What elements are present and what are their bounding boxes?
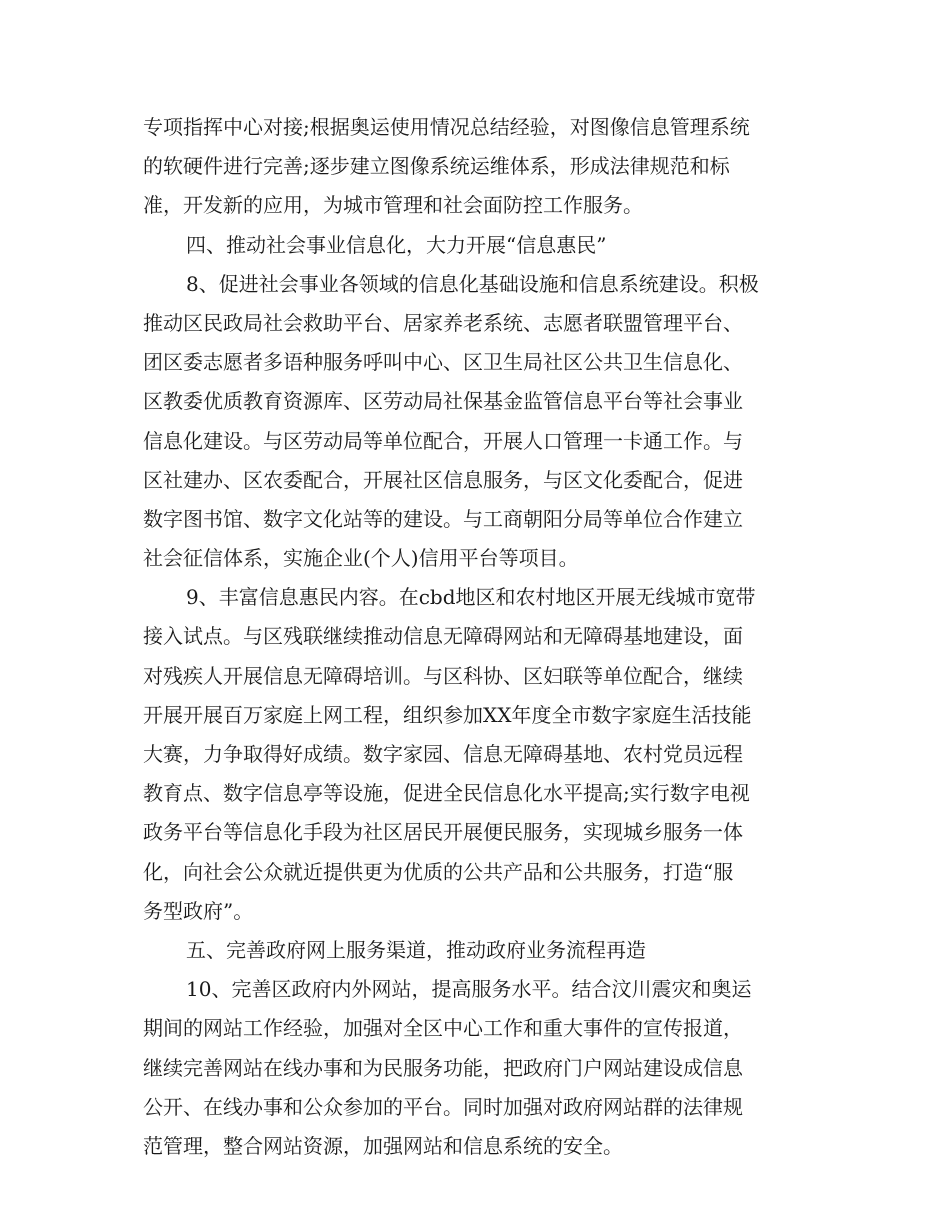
paragraph-line: 接入试点。与区残联继续推动信息无障碍网站和无障碍基地建设，面 [143, 624, 743, 649]
section-heading-five: 五、完善政府网上服务渠道，推动政府业务流程再造 [186, 937, 646, 962]
paragraph-line: 对残疾人开展信息无障碍培训。与区科协、区妇联等单位配合，继续 [143, 663, 743, 688]
paragraph-line: 开展开展百万家庭上网工程，组织参加XX年度全市数字家庭生活技能 [143, 702, 752, 727]
paragraph-line: 信息化建设。与区劳动局等单位配合，开展人口管理一卡通工作。与 [143, 428, 743, 453]
paragraph-line: 区教委优质教育资源库、区劳动局社保基金监管信息平台等社会事业 [143, 389, 743, 414]
paragraph-line: 的软硬件进行完善;逐步建立图像系统运维体系，形成法律规范和标 [143, 154, 730, 179]
section-heading-four: 四、推动社会事业信息化，大力开展“信息惠民” [186, 232, 607, 257]
paragraph-line: 公开、在线办事和公众参加的平台。同时加强对政府网站群的法律规 [143, 1094, 743, 1119]
paragraph-line: 务型政府”。 [143, 898, 254, 923]
paragraph-line: 大赛，力争取得好成绩。数字家园、信息无障碍基地、农村党员远程 [143, 742, 743, 766]
paragraph-line: 范管理，整合网站资源，加强网站和信息系统的安全。 [143, 1133, 623, 1158]
paragraph-line: 8、促进社会事业各领域的信息化基础设施和信息系统建设。积极 [186, 271, 759, 296]
paragraph-line: 社会征信体系，实施企业(个人)信用平台等项目。 [143, 546, 579, 571]
paragraph-line: 继续完善网站在线办事和为民服务功能，把政府门户网站建设成信息 [143, 1055, 743, 1080]
paragraph-line: 区社建办、区农委配合，开展社区信息服务，与区文化委配合，促进 [143, 467, 743, 492]
paragraph-line: 9、丰富信息惠民内容。在cbd地区和农村地区开展无线城市宽带 [186, 585, 756, 610]
paragraph-line: 期间的网站工作经验，加强对全区中心工作和重大事件的宣传报道， [143, 1016, 743, 1041]
paragraph-line: 数字图书馆、数字文化站等的建设。与工商朝阳分局等单位合作建立 [143, 506, 743, 531]
document-body [143, 108, 808, 1166]
paragraph-line: 推动区民政局社会救助平台、居家养老系统、志愿者联盟管理平台、 [143, 310, 743, 335]
paragraph-line: 教育点、数字信息亭等设施，促进全民信息化水平提高;实行数字电视 [143, 781, 750, 806]
paragraph-line: 准，开发新的应用，为城市管理和社会面防控工作服务。 [143, 193, 643, 218]
paragraph-line: 政务平台等信息化手段为社区居民开展便民服务，实现城乡服务一体 [143, 820, 743, 845]
paragraph-line: 10、完善区政府内外网站，提高服务水平。结合汶川震灾和奥运 [186, 977, 752, 1002]
paragraph-line: 专项指挥中心对接;根据奥运使用情况总结经验，对图像信息管理系统 [143, 115, 750, 139]
paragraph-line: 团区委志愿者多语种服务呼叫中心、区卫生局社区公共卫生信息化、 [143, 350, 743, 375]
paragraph-line: 化，向社会公众就近提供更为优质的公共产品和公共服务，打造“服 [143, 859, 734, 884]
